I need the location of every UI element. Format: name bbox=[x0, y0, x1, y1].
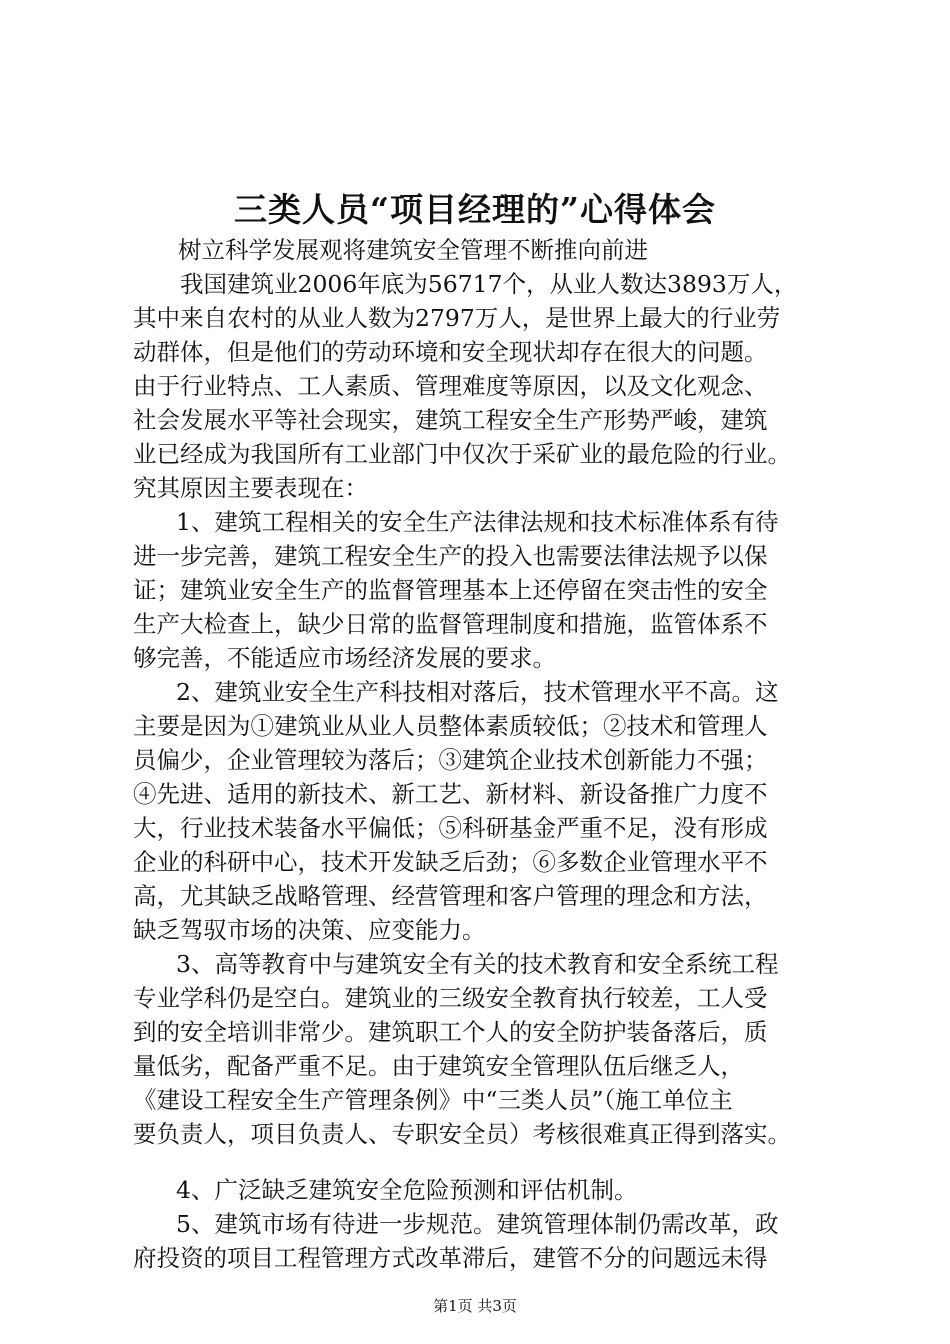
document-line: 府投资的项目工程管理方式改革滞后，建管不分的问题远未得 bbox=[133, 1244, 768, 1272]
document-line: 树立科学发展观将建筑安全管理不断推向前进 bbox=[178, 236, 648, 264]
document-line: 社会发展水平等社会现实，建筑工程安全生产形势严峻，建筑 bbox=[133, 406, 768, 434]
document-line: 量低劣，配备严重不足。由于建筑安全管理队伍后继乏人， bbox=[133, 1052, 744, 1080]
page-number: 第1页 共3页 bbox=[433, 1297, 517, 1315]
document-line: 大，行业技术装备水平偏低；⑤科研基金严重不足，没有形成 bbox=[133, 814, 768, 842]
document-line: 到的安全培训非常少。建筑职工个人的安全防护装备落后，质 bbox=[133, 1018, 768, 1046]
document-line: 生产大检查上，缺少日常的监督管理制度和措施，监管体系不 bbox=[133, 610, 768, 638]
document-line: 由于行业特点、工人素质、管理难度等原因，以及文化观念、 bbox=[133, 372, 768, 400]
document-line: 《建设工程安全生产管理条例》中“三类人员”（施工单位主 bbox=[133, 1086, 733, 1114]
document-line: 动群体，但是他们的劳动环境和安全现状却存在很大的问题。 bbox=[133, 338, 768, 366]
document-line: 其中来自农村的从业人数为2797万人，是世界上最大的行业劳 bbox=[133, 304, 781, 332]
document-line: 主要是因为①建筑业从业人员整体素质较低；②技术和管理人 bbox=[133, 712, 768, 740]
document-line: 缺乏驾驭市场的决策、应变能力。 bbox=[133, 916, 486, 944]
document-line: 要负责人，项目负责人、专职安全员）考核很难真正得到落实。 bbox=[133, 1120, 791, 1148]
document-line: 究其原因主要表现在： bbox=[133, 474, 368, 502]
document-line: 员偏少，企业管理较为落后；③建筑企业技术创新能力不强； bbox=[133, 746, 768, 774]
document-line: 企业的科研中心，技术开发缺乏后劲；⑥多数企业管理水平不 bbox=[133, 848, 768, 876]
document-line: 证；建筑业安全生产的监督管理基本上还停留在突击性的安全 bbox=[133, 576, 768, 604]
document-line: 我国建筑业2006年底为56717个，从业人数达3893万人， bbox=[180, 270, 798, 298]
document-line: 进一步完善，建筑工程安全生产的投入也需要法律法规予以保 bbox=[133, 542, 768, 570]
document-line: 5、建筑市场有待进一步规范。建筑管理体制仍需改革，政 bbox=[176, 1210, 779, 1238]
document-line: 1、建筑工程相关的安全生产法律法规和技术标准体系有待 bbox=[176, 508, 779, 536]
document-line: 专业学科仍是空白。建筑业的三级安全教育执行较差，工人受 bbox=[133, 984, 768, 1012]
document-title: 三类人员“项目经理的”心得体会 bbox=[234, 190, 716, 229]
document-line: 3、高等教育中与建筑安全有关的技术教育和安全系统工程 bbox=[176, 950, 779, 978]
document-line: ④先进、适用的新技术、新工艺、新材料、新设备推广力度不 bbox=[133, 780, 768, 808]
document-line: 4、广泛缺乏建筑安全危险预测和评估机制。 bbox=[176, 1176, 638, 1204]
document-line: 2、建筑业安全生产科技相对落后，技术管理水平不高。这 bbox=[176, 678, 779, 706]
document-line: 业已经成为我国所有工业部门中仅次于采矿业的最危险的行业。 bbox=[133, 440, 791, 468]
document-line: 够完善，不能适应市场经济发展的要求。 bbox=[133, 644, 556, 672]
document-line: 高，尤其缺乏战略管理、经营管理和客户管理的理念和方法， bbox=[133, 882, 768, 910]
